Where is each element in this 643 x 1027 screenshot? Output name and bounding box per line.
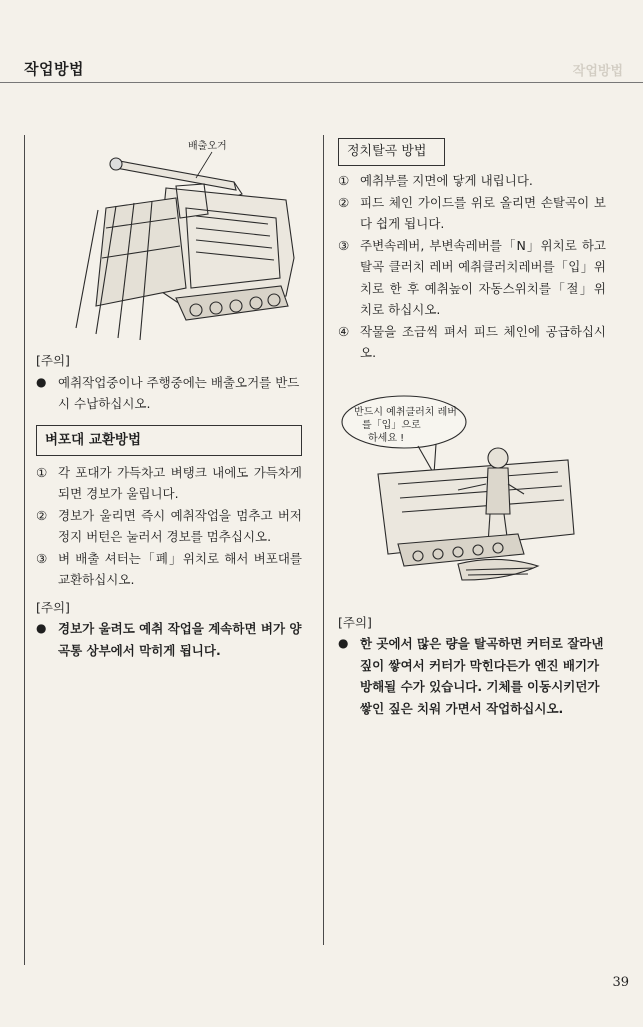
right-column-rule xyxy=(323,135,324,945)
bag-change-steps xyxy=(36,462,302,591)
note-item xyxy=(36,618,302,661)
note-text: 예취작업중이나 주행중에는 배출오거를 반드시 수납하십시오. xyxy=(58,374,300,411)
note-text: 경보가 울려도 예취 작업을 계속하면 벼가 양곡통 상부에서 막히게 됩니다. xyxy=(58,621,302,658)
left-column-rule xyxy=(24,135,25,965)
combine-harvester-illustration xyxy=(36,138,302,350)
list-item: ② 경보가 울리면 즉시 예취작업을 멈추고 버저정지 버턴은 눌러서 경보를 멈추십시오. xyxy=(36,507,302,545)
list-item: ③ 주변속레버, 부변속레버를「N」위치로 하고 탈곡 클러치 레버 예취클러치레버를「입」위치로 한 후 예취높이 자동스위치를「절」위치로 하십시오. xyxy=(338,237,606,318)
speech-bubble-line: 를「입」으로 xyxy=(362,419,421,431)
threshing-illustration-figure xyxy=(338,394,606,594)
list-item: ④ 작물을 조금씩 펴서 피드 체인에 공급하십시오. xyxy=(338,323,606,361)
bullet-icon: ● xyxy=(36,374,47,389)
combine-harvester-figure xyxy=(36,138,302,350)
left-column xyxy=(36,138,302,661)
figure-label-discharge-auger: 배출오거 xyxy=(188,141,227,152)
bullet-icon: ● xyxy=(338,636,349,651)
stationary-threshing-steps xyxy=(338,170,606,364)
note-heading: [주의] xyxy=(36,353,70,368)
page-header-ghost-title: 작업방법 xyxy=(572,64,623,79)
note-text: 한 곳에서 많은 량을 탈곡하면 커터로 잘라낸 짚이 쌓여서 커터가 막힌다든가 엔진 배기가 방해될 수가 있습니다. 기체를 이동시키던가 쌓인 짚은 치워 가면서 작업하십시오. xyxy=(360,636,604,716)
note-item xyxy=(338,633,606,719)
page-header-title: 작업방법 xyxy=(24,60,84,78)
list-item: ① 예취부를 지면에 닿게 내립니다. xyxy=(338,173,533,189)
speech-bubble-line: 하세요 ! xyxy=(368,432,405,444)
list-item: ② 피드 체인 가이드를 위로 올리면 손탈곡이 보다 쉽게 됩니다. xyxy=(338,194,606,232)
page-number: 39 xyxy=(612,975,629,990)
list-item: ① 각 포대가 가득차고 벼탱크 내에도 가득차게 되면 경보가 울립니다. xyxy=(36,464,302,502)
note-item xyxy=(36,372,302,415)
header-rule xyxy=(0,82,643,83)
section-title-stationary-threshing: 정치탈곡 방법 xyxy=(338,138,445,166)
bullet-icon: ● xyxy=(36,621,47,636)
speech-bubble-line: 반드시 예취클러치 레버 xyxy=(354,406,457,418)
right-column xyxy=(338,138,606,719)
section-title-bag-change: 벼포대 교환방법 xyxy=(36,425,302,456)
note-heading: [주의] xyxy=(338,614,372,630)
note-heading: [주의] xyxy=(36,599,70,615)
list-item: ③ 벼 배출 셔터는「폐」위치로 해서 벼포대를 교환하십시오. xyxy=(36,550,302,588)
